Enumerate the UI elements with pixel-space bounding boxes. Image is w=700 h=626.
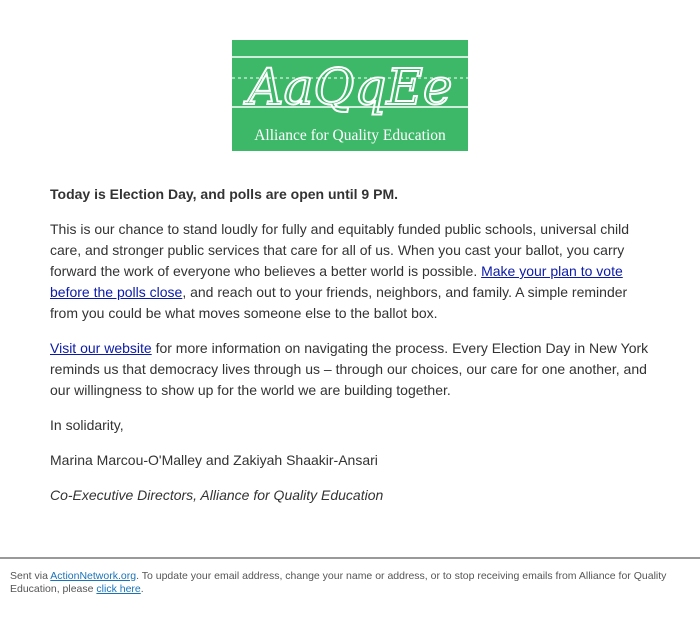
- aqe-logo: [232, 40, 468, 151]
- footer-divider: [0, 557, 700, 559]
- visit-website-link[interactable]: Visit our website: [50, 340, 152, 356]
- paragraph-website: [50, 338, 650, 401]
- logo-script-text: AaQqEe: [247, 58, 453, 116]
- paragraph-vote-text: This is our chance to stand loudly for fully and equitably funded public schools, universal child care, and stronger public services that care for all of us. When you cast your ballot, you carry forward the work of everyone who believes a better world is possible.: [50, 221, 629, 279]
- paragraph-website-text: for more information on navigating the process. Every Election Day in New York reminds us that democracy lives through us – through our choices, our care for one another, and our willingness to show up for the world we are building together.: [50, 340, 649, 398]
- footer-end: .: [140, 583, 144, 595]
- footer: [10, 570, 680, 596]
- email-body: [50, 184, 650, 520]
- headline: Today is Election Day, and polls are open until 9 PM.: [50, 186, 398, 202]
- logo-org-name: Alliance for Quality Education: [254, 127, 446, 144]
- unsubscribe-link[interactable]: click here: [96, 583, 141, 595]
- closing: In solidarity,: [50, 417, 124, 433]
- paragraph-vote: [50, 219, 650, 324]
- action-network-link[interactable]: ActionNetwork.org: [50, 570, 137, 582]
- paragraph-vote-text-end: , and reach out to your friends, neighbors, and family. A simple reminder from you could be what moves someone else to the ballot box.: [50, 284, 628, 321]
- footer-sent-via: Sent via: [10, 570, 51, 582]
- signature-title: Co-Executive Directors, Alliance for Quality Education: [50, 487, 384, 503]
- footer-text: . To update your email address, change your name or address, or to stop receiving emails from Alliance for Quality Education, please: [10, 570, 667, 595]
- signature-name: Marina Marcou-O'Malley and Zakiyah Shaakir-Ansari: [50, 452, 378, 468]
- plan-to-vote-link[interactable]: Make your plan to vote before the polls close: [50, 263, 623, 300]
- logo-graphic: [232, 40, 468, 151]
